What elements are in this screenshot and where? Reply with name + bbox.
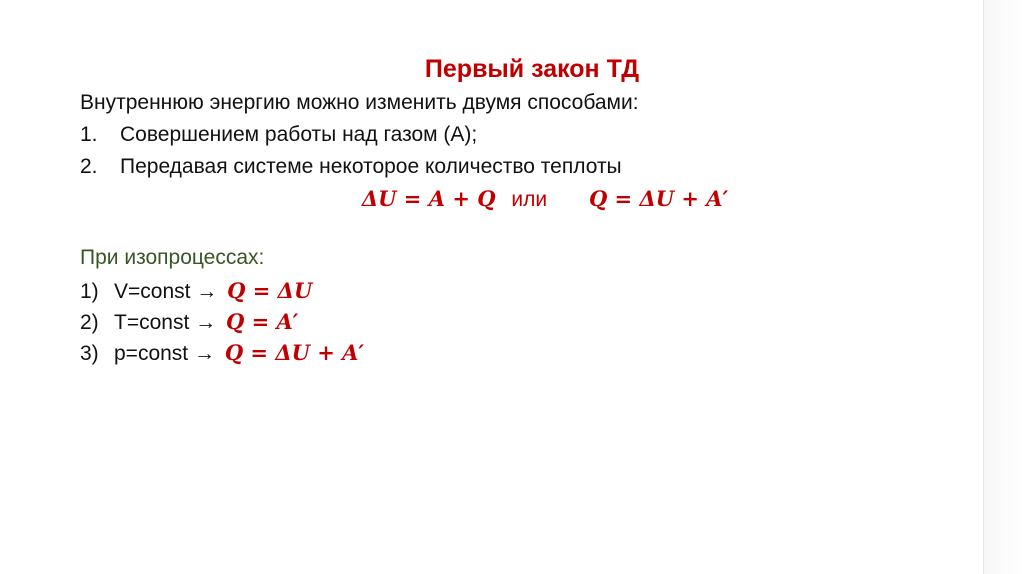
method-number: 2. [80,155,98,178]
intro-text: Внутреннюю энергию можно изменить двумя способами: [80,91,639,114]
process-number: 2) [80,311,99,334]
method-item [80,123,477,147]
method-number: 1. [80,123,98,146]
first-law-formula [0,186,1024,212]
process-condition: T=const → [114,311,217,334]
process-number: 1) [80,280,99,303]
process-condition: V=const → [114,280,218,303]
slide-edge-decoration [983,0,1024,574]
process-item [80,309,298,335]
formula-right: Q = ΔU + A′ [588,186,729,211]
processes-heading: При изопроцессах: [80,246,265,269]
formula-left: ΔU = A + Q [361,186,496,211]
slide-title: Первый закон ТД [424,55,640,83]
process-equation: Q = ΔU + A′ [224,340,364,365]
method-text: Совершением работы над газом (A); [120,123,478,146]
process-number: 3) [80,342,99,365]
process-condition: p=const → [114,342,215,365]
method-item [80,155,622,179]
process-equation: Q = ΔU [227,278,313,303]
process-item [80,340,364,366]
process-equation: Q = A′ [225,309,299,334]
formula-connector: или [511,188,548,211]
process-item [80,278,312,304]
method-text: Передавая системе некоторое количество теплоты [120,155,622,178]
